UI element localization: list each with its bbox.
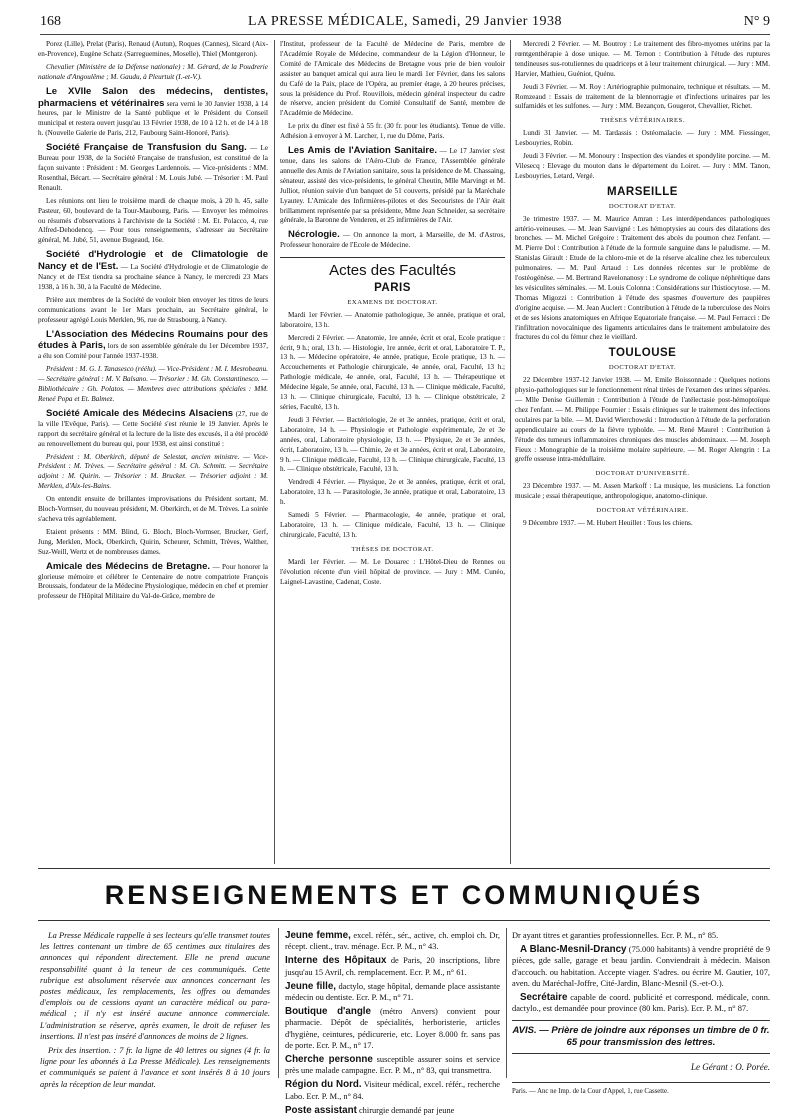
section-separator xyxy=(38,868,770,869)
actes-title: Actes des Facultés xyxy=(329,262,456,280)
ad-heading: Région du Nord. xyxy=(285,1079,362,1091)
classified-ad xyxy=(285,930,500,952)
bretagne-continued-2: Le prix du dîner est fixé à 55 fr. (30 fr. pour les étudiants). Tenue de ville. Adhésion à envoyer à M. Larcher, 1, rue du Dôme, Paris. xyxy=(280,122,505,141)
bretagne-text: — Pour honorer la glorieuse mémoire et célébrer le Centenaire de notre compatriote François Broussais, fondateur de la Médecine Physiologique, médecin en chef et premier professeur de l'Hôpital Militaire du Val-de-Grâce, membre de xyxy=(38,562,269,601)
page-header xyxy=(40,14,770,35)
transfusion-heading: Société Française de Transfusion du Sang. xyxy=(46,142,247,154)
avis-notice: AVIS. — Prière de joindre aux réponses un timbre de 0 fr. 65 pour transmission des lettres. xyxy=(512,1020,770,1054)
aviation-text: — Le 17 Janvier s'est tenue, dans les salons de l'Aéro-Club de France, l'Assemblée générale annuelle des Amis de l'Aviation sanitaire, sous la présidence de M. Chassaing, sénateur, assisté des vice-présidents, le général Cheutin, Mlle Marvingt et M. Julliot, réunion suivie d'un banquet de 51 couverts, présidé par la Maréchale Lyautey. L'Amicale des Infirmières-pilotes et des Secouristes de l'Air était brillamment représentée par sa présidente, Mme Jean Schneider, sa secrétaire générale, la Baronne de Venderen, et 25 infirmières de l'Air. xyxy=(280,147,505,225)
vet-text-2: Jeudi 3 Février. — M. Monoury : Inspection des viandes et spondylite porcine. — M. Vilesecq : Elevage du mouton dans le département du Loiret. — Jury : MM. Tanon, Lesbouyries, Letard, Vergé. xyxy=(515,152,770,180)
bretagne-continued: l'Institut, professeur de la Faculté de Médecine de Paris, membre de l'Académie Royale de Médecine, commandeur de la Légion d'Honneur, le Comité de l'Amicale des Médecins de Bretagne vous prie de bien vouloir assister au banquet amical qui aura lieu le mardi 1er Février, dans les salons du Café de la Paix, place de l'Opéra, au premier étage, à 20 heures précises, sous la présidence du Prof. Rouvillois, médecin général inspecteur du cadre de réserve, ancien président du Comité Consultatif de Santé, membre de l'Académie de Médecine. xyxy=(280,40,505,118)
classified-ad xyxy=(285,1105,500,1116)
ad-heading: Jeune femme, xyxy=(285,930,351,941)
intro-text: Porez (Lille), Prelat (Paris), Renaud (Autun), Roques (Cannes), Sicard (Aix-en-Provence), Eugène Schatz (Sarreguemines, Moselle), Thiel (Montgeron). xyxy=(38,40,268,58)
toulouse-univ-text: 23 Décembre 1937. — M. Assen Markoff : La musique, les musiciens. La fonction musicale ; essai thérapeutique, anthropologique, anatomo-clinique. xyxy=(515,482,770,501)
transfusion-text-2: Les réunions ont lieu le troisième mardi de chaque mois, à 20 h. 45, salle Pasteur, 60, boulevard de la Tour-Maubourg, Paris. — Envoyer les mémoires ou résumés d'observations à l'archiviste de la Société : M. Et. Polacco, 4, rue Alfred-Dehodencq. — Pour tous renseignements, s'adresser au Secrétaire général, M. Jubé, 51, avenue Bugeaud, 16e. xyxy=(38,196,268,245)
theses-heading: THÈSES DE DOCTORAT. xyxy=(351,545,434,553)
classified-ad xyxy=(285,1006,500,1051)
column-divider xyxy=(274,40,275,864)
bretagne-heading: Amicale des Médecins de Bretagne. xyxy=(46,560,211,572)
marseille-text: 3e trimestre 1937. — M. Maurice Amran : Les interdépendances pathologiques artério-veineuses. — M. Jean Sauvigné : Les hémoptysies au cours des dilatations des bronches. — M. Michel Grégoire : Traitement des abcès du poumon chez l'enfant. — M. Pierre Dol : Contribution à l'étude de la formule sanguine dans le paludisme. — M. Stanislas Girault : Etude de la chloro-mie et de la réserve alcaline chez les tuberculeux pulmonaires. — M. Paul Artaud : Les données récentes sur le problème de l'ostéogénèse. — M. Bertrand Ravelonanosy : Le syndrome de colique néphrétique dans les vésiculites séminales. — M. Louis Colonna : Considérations sur l'histiocytose. — M. Thomas Migozzi : Contribution à l'étude des spasmes d'ouverture des paupières d'origine acquise. — M. Jean Auclert : Contribution à l'étude de la tuberculose des Noirs et de ses lésions anatomiques en Afrique Equatoriale française. — M. Paul Ferracci : De l'infiltration novocaïnique des ligaments articulaires dans le traitement ambulatoire des fractures du col du fémur chez le vieillard. xyxy=(515,214,770,342)
examens-heading: EXAMENS DE DOCTORAT. xyxy=(347,298,438,306)
ad-text: chirurgie demandé par jeune xyxy=(358,1105,455,1115)
salon-heading: Le XVIIe Salon des médecins, dentistes, pharmaciens et vétérinaires xyxy=(38,85,268,109)
salon-text: sera verni le 30 Janvier 1938, à 14 heures, par le Ministre de la Santé publique et le Président du Conseil municipal et restera ouvert jusqu'au 13 Février 1938, de 10 à 12 h. et de 14 à 18 h. (Nouvelle Galerie de Paris, 212, Faubourg Saint-Honoré, Paris). xyxy=(38,99,268,138)
ads-column xyxy=(285,930,501,1116)
page-number: 168 xyxy=(40,14,61,29)
exam-text-4: Vendredi 4 Février. — Physique, 2e et 3e années, pratique, écrit et oral, Laboratoire, 13 h. — Parasitologie, 3e année, pratique et oral, Laboratoire, 13 h. xyxy=(280,478,505,507)
column-middle xyxy=(280,40,505,864)
alsaciens-text-4: Etaient présents : MM. Blind, G. Bloch, Bloch-Vormser, Brucker, Gerf, Jung, Merklen, Mock, Oberkirch, Quirin, Scheurer, Schmitt, Trèves, Walther, Suz-Weill, Wertz et de nombreuses dames. xyxy=(38,527,268,556)
transfusion-text: — Le Bureau pour 1938, de la Société Française de transfusion, est constitué de la façon suivante : Président : M. Georges Lardennois. — Vice-présidents : MM. Rosenthal, Bécart. — Secrétaire général : M. Louis Jubé. — Trésorier : M. Paul Renault. xyxy=(38,144,269,192)
column-divider xyxy=(506,928,507,1078)
column-left xyxy=(38,40,268,864)
ad-continued: Dr ayant titres et garanties professionnelles. Ecr. P. M., n° 85. xyxy=(512,931,719,940)
exam-text-2: Mercredi 2 Février. — Anatomie, 1re année, écrit et oral, Ecole pratique : écrit, 9 h.; oral, 13 h. — Histologie, 1re année, écrit et oral, Laboratoire T. P., 13 h. — Médecine opératoire, 4e année, pratique, Ecole pratique, 13 h. — Accouchements et Pathologie chirurgicale, 4e année, oral, Faculté, 13 h.; Pathologie médicale, 4e année, oral, Faculté, 13 h. — Thérapeutique et Médecine légale, 5e année, oral, Faculté, 13 h. — Clinique médicale, Faculté, 13 h. — Clinique chirurgicale, Faculté, 13 h. — Clinique obstétricale, 2 séries, Faculté, 13 h. xyxy=(280,333,505,411)
these-text-2: Jeudi 3 Février. — M. Roy : Artériographie pulmonaire, technique et résultats. — M. Romzeaud : Essais de traitement de la blennorragie et d'infections urinaires par les sulfamidés et les sulfones. — Jury : MM. Bezançon, Gougerot, Chevallier, Richet. xyxy=(515,82,770,111)
toulouse-doctorat: DOCTORAT D'ETAT. xyxy=(608,364,677,372)
hydrologie-text: — La Société d'Hydrologie et de Climatologie de Nancy et de l'Est tiendra sa prochaine séance à Nancy, le mercredi 23 Mars 1938, à 16 h. 30, à la Faculté de Médecine. xyxy=(38,263,268,291)
necrologie-heading: Nécrologie. xyxy=(288,229,340,241)
column-divider xyxy=(510,40,511,864)
classified-ad xyxy=(285,1054,500,1076)
column-divider xyxy=(278,928,279,1078)
price-text: Prix des insertion. : 7 fr. la ligne de 40 lettres ou signes (4 fr. la ligne pour les abonnés à La Presse Médicale). Les renseignements et communiqués se paient à l'avance et sont insérés 8 à 10 jours après la réception de leur mandat. xyxy=(40,1046,270,1089)
classified-ad xyxy=(285,1079,500,1101)
ad-text: (75.000 habitants) à vendre propriété de 9 pièces, gde salle, garage et beau jardin. Conviendrait à médecin. Maison d'accouch. ou habitation. Accepte viager. S'adres. ou écrire M. Gautier, 107, aven. du Maréchal-Joffre, Cité-Jardin, Blanc-Mesnil (S.-et-O.). xyxy=(512,945,771,988)
section-separator xyxy=(38,920,770,921)
ad-heading: Interne des Hôpitaux xyxy=(285,955,387,967)
roumains-text-2: Président : M. G. I. Tanasesco (réélu). — Vice-Président : M. I. Mesrobeanu. — Secrétaire général : M. V. Balsano. — Trésorier : M. Gh. Constantinesco. — Bibliothécaire : Gh. Polatos. — Membres avec attributions spéciales : MM. Reneé Popa et Et. Balmez. xyxy=(38,365,268,403)
chevalier-text: Chevalier (Ministère de la Défense nationale) : M. Gérard, de la Poudrerie nationale d'Angoulême ; M. Gaudu, à Pleurtuit (I.-et-V.). xyxy=(38,62,268,81)
alsaciens-text-2: Président : M. Oberkirch, député de Selestat, ancien ministre. — Vice-Président : M. Trèves. — Secrétaire général : M. Ch. Schmitt. — Secrétaire adjoint : M. Quirin. — Trésorier : M. Brucker. — Trésorier adjoint : M. Merklen, d'Aix-les-Bains. xyxy=(38,452,268,491)
exam-text-5: Samedi 5 Février. — Pharmacologie, 4e année, pratique et oral, Laboratoire, 13 h. — Clinique médicale, Faculté, 13 h. — Clinique chirurgicale, Faculté, 13 h. xyxy=(280,511,505,539)
gerant-line: Le Gérant : O. Porée. xyxy=(691,1062,770,1073)
ads-column-right xyxy=(512,930,771,1095)
section-title: RENSEIGNEMENTS ET COMMUNIQUÉS xyxy=(104,880,704,910)
theses-text: Mardi 1er Février. — M. Le Douarec : L'Hôtel-Dieu de Rennes ou l'évolution récente d'un vieil hôpital de province. — Jury : MM. Cunéo, Laignel-Lavastine, Cadenat, Coste. xyxy=(280,557,505,586)
marseille-heading: MARSEILLE xyxy=(607,185,678,198)
roumains-heading: L'Association des Médecins Roumains pour des études à Paris, xyxy=(38,328,268,352)
toulouse-vet-text: 9 Décembre 1937. — M. Hubert Heuillet : Tous les chiens. xyxy=(523,518,693,527)
ad-text: de Paris, 20 inscriptions, libre jusqu'au 15 Avril, ch. remplacement. Ecr. P. M., n° 61. xyxy=(285,956,500,977)
ad-text: susceptible assurer soins et service près une malade campagne. Ecr. P. M., n° 83, qui transmettra. xyxy=(285,1055,500,1076)
ad-heading: Jeune fille, xyxy=(285,980,336,992)
necrologie-text: — On annonce la mort, à Marseille, de M. d'Astros, Professeur honoraire de l'Ecole de Médecine. xyxy=(280,231,505,250)
ad-heading: A Blanc-Mesnil-Drancy xyxy=(520,944,627,956)
toulouse-universite: DOCTORAT D'UNIVERSITÉ. xyxy=(595,470,690,478)
classified-ad xyxy=(285,981,500,1003)
column-right xyxy=(515,40,770,864)
aviation-heading: Les Amis de l'Aviation Sanitaire. xyxy=(288,145,438,157)
ad-heading: Secrétaire xyxy=(520,992,568,1004)
marseille-doctorat: DOCTORAT D'ETAT. xyxy=(608,202,677,210)
hydrologie-text-2: Prière aux membres de la Société de vouloir bien envoyer les titres de leurs communications avant le 1er Mars prochain, au Secrétaire général, le professeur agrégé Louis Merklen, 96, rue de Strasbourg, à Nancy. xyxy=(38,295,268,324)
alsaciens-text-3: On entendit ensuite de brillantes improvisations du Président sortant, M. Bloch-Vormser, du nouveau président, M. Oberkirch, et de M. Trèves. La soirée s'acheva très agréablement. xyxy=(38,495,268,523)
toulouse-heading: TOULOUSE xyxy=(608,347,677,360)
ad-text: Visiteur médical, excel. référ., recherche Labo. Ecr. P. M., n° 84. xyxy=(285,1080,500,1101)
exam-text: Mardi 1er Février. — Anatomie pathologique, 3e année, pratique et oral, laboratoire, 13 h. xyxy=(280,310,505,329)
toulouse-veterinaire: DOCTORAT VÉTÉRINAIRE. xyxy=(596,507,689,515)
journal-title: LA PRESSE MÉDICALE, Samedi, 29 Janvier 1938 xyxy=(248,14,562,29)
paris-heading: PARIS xyxy=(374,282,411,295)
classified-ad xyxy=(285,955,500,977)
alsaciens-heading: Société Amicale des Médecins Alsaciens xyxy=(46,407,234,419)
toulouse-text: 22 Décembre 1937-12 Janvier 1938. — M. Emile Boissonnade : Quelques notions physio-pathologiques sur le fonctionnement rénal tirées de l'examen des urines séparées. — Mlle Denise Guillemin : Contribution à l'étude de l'atélectasie post-hémoptoïque chez l'enfant. — M. Philippe Fournier : Essais cliniques sur le traitement des infections oculaires par la bile. — M. David Wierchowski : Introduction à l'étude de la perforation appendiculaire au cours de la fièvre typhoïde. — M. René Maurel : Contribution à l'étude des tumeurs inflammatoires chroniques des muscles abdominaux. — M. Joseph Fieux : Monographie de la troisième molaire supérieure. — M. Roger Alengrin : La greffe osseuse intra-médullaire. xyxy=(515,376,770,464)
printer-line: Paris. — Anc ne Imp. de la Cour d'Appel, 1, rue Cassette. xyxy=(512,1082,770,1097)
ad-heading: Cherche personne xyxy=(285,1054,373,1066)
vet-heading: THÈSES VÉTÉRINAIRES. xyxy=(600,117,685,125)
ad-text: (métro Anvers) convient pour pharmacie. Dépôt de spécialités, herboristerie, articles d'hygiène, ceintures, pédicurerie, etc. Loyer 8.000 fr. sans pas de porte. Ecr. P. M., n° 17. xyxy=(285,1007,501,1050)
notice-text: La Presse Médicale rappelle à ses lecteurs qu'elle transmet toutes les lettres contenant un timbre de 65 centimes aux titulaires des annonces qui répondent directement. Elle ne prend aucune responsabilité quant à la teneur de ces communiqués. Cette rubrique est absolument réservée aux annonces concernant les postes médicaux, les remplacements, les offres ou demandes d'emplois ou de cessions ayant un caractère médical ou para-médical ; il n'y est inséré aucune annonce commerciale. L'administration se réserve, après examen, le droit de refuser les insertions. Il n'est pas inséré d'annonces de moins de 2 lignes. xyxy=(40,931,270,1041)
ad-text: capable de coord. publicité et correspond. médicale, conn. dactylo., est demandée pour province (80 km. Paris). Ecr. P. M., n° 87. xyxy=(512,993,770,1014)
hydrologie-heading: Société d'Hydrologie et de Climatologie de Nancy et de l'Est. xyxy=(38,249,268,273)
roumains-text: lors de son assemblée générale du 1er Décembre 1937, a élu son Comité pour l'année 1937-1938. xyxy=(38,342,268,361)
ad-text: dactylo, stage hôpital, demande place assistante médecin ou dentiste. Ecr. P. M., n° 71. xyxy=(285,981,500,1003)
alsaciens-text: (27, rue de la ville l'Evêque, Paris). — Cette Société s'est réunie le 19 Janvier. Après le rapport du secrétaire général et la lecture de la liste des excusés, il a été procédé au renouvellement du bureau qui, pour 1938, est ainsi constitué : xyxy=(38,409,269,448)
notice-column xyxy=(40,930,270,1089)
ad-heading: Boutique d'angle xyxy=(285,1006,371,1018)
issue-number: N° 9 xyxy=(743,14,770,29)
ad-heading: Poste assistant xyxy=(285,1104,357,1116)
ad-text: excel. référ., sér., active, ch. emploi ch. Dr, récept. client., trav. ménage. Ecr. P. M., n° 43. xyxy=(285,931,501,952)
these-text-1: Mercredi 2 Février. — M. Boutroy : Le traitement des fibro-myomes utérins par la rœntgenthérapie à dose unique. — M. Ternon : Contribution à l'étude des ruptures tendineuses sus-rotuliennes du quadriceps et à leur traitement chirurgical. — Jury : MM. Harvier, Mathieu, Guéniot, Quénu. xyxy=(515,40,770,78)
section-rule xyxy=(280,257,505,258)
exam-text-3: Jeudi 3 Février. — Bactériologie, 2e et 3e années, pratique, écrit et oral, Laboratoire, 14 h. — Physiologie et Pathologie expérimentale, 2e et 3e années, oral, Laboratoire physiologie, 13 h. — Physique, 2e et 3e années, écrit, Laboratoire, 13 h. — Chimie, 2e et 3e années, écrit et oral, Laboratoire, 9 h. — Clinique médicale, Faculté, 13 h. — Clinique chirurgicale, Faculté, 13 h. — Clinique obstétricale, Faculté, 13 h. xyxy=(280,415,505,474)
vet-text-1: Lundi 31 Janvier. — M. Tardassis : Ostéomalacie. — Jury : MM. Fiessinger, Lesbouyries, Robin. xyxy=(515,129,770,148)
